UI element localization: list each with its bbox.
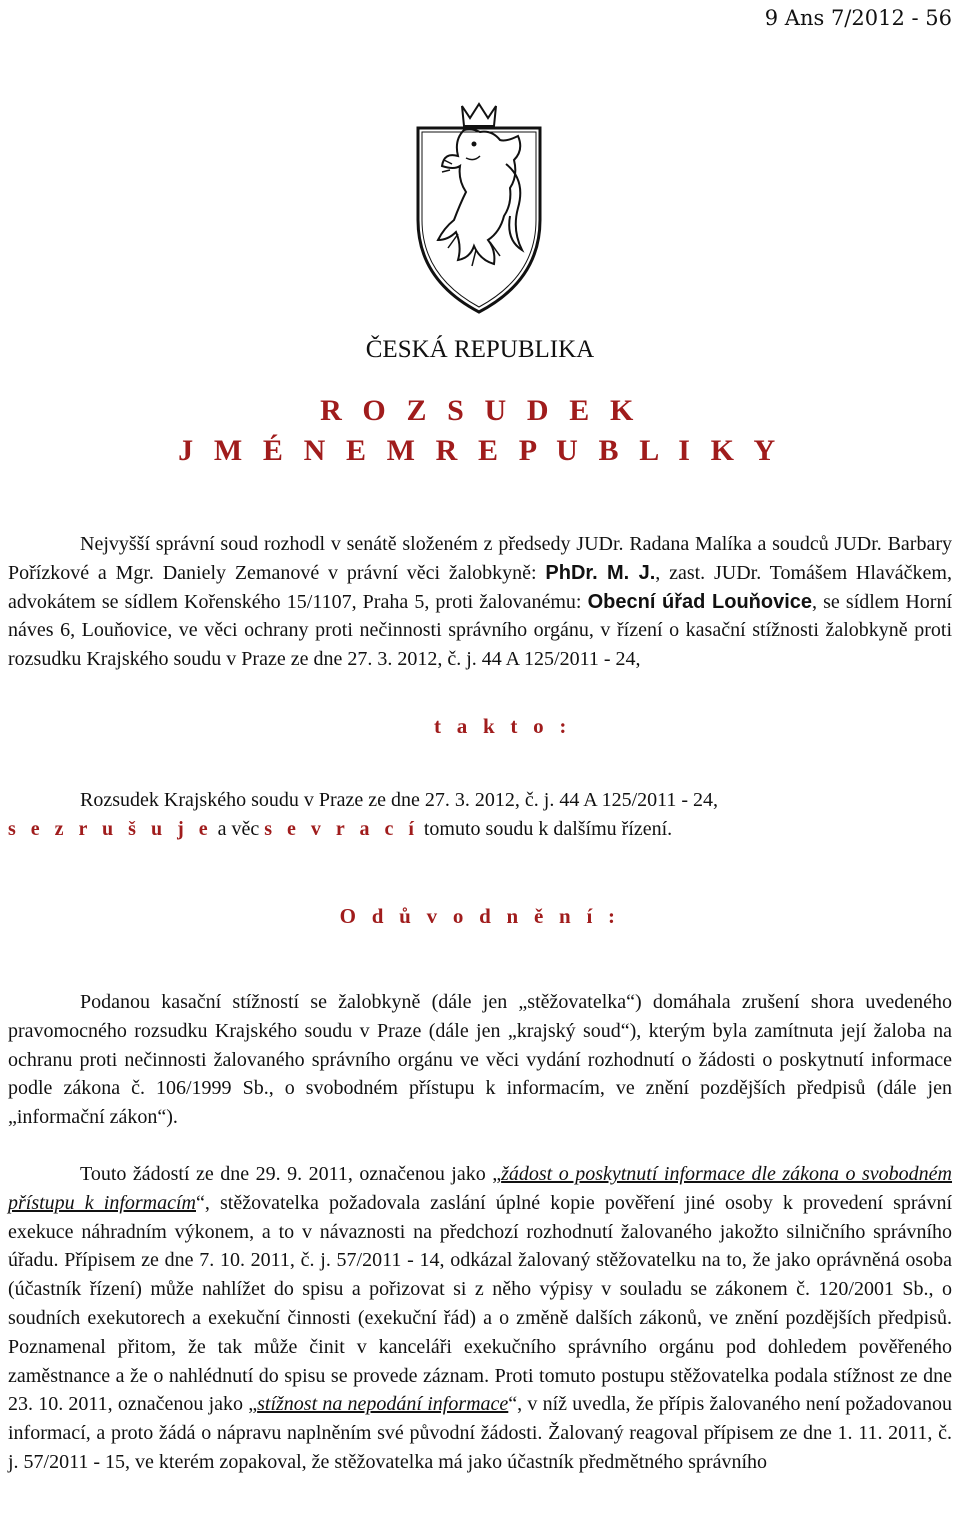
reasoning-text-2b: “, stěžovatelka požadovala zaslání úplné kopie pověření jiné osoby k provedení správní exekuce náhradním výkonem, a to v návaznosti na předchozí rozhodnutí žalovaného jakožto silničního správního úřadu. Přípisem ze dne 7. 10. 2011, č. j. 57/2011 - 14, odkázal žalovaný stěžovatelku na to, že jako oprávněná osoba (účastník řízení) může nahlížet do spisu a pořizovat si z něho výpisy v souladu se zákonem č. 120/2001 Sb., o soudních exekutorech a exekuční činnosti (exekuční řád) a o změně dalších zákonů, ve znění pozdějších předpisů. Poznamenal přitom, že tak může činit v kanceláři exekučního správního orgánu pod dohledem pověřeného zaměstnance a že o nahlédnutí do spisu se provede záznam. Proti tomuto postupu stěžovatelka podala stížnost ze dne 23. 10. 2011, označenou jako „ bbox=[8, 1191, 952, 1416]
intro-text-2: , zast. JUDr. Tomášem Hlaváčkem, advokátem se sídlem Kořenského 15/1107, Praha 5, proti žalovanému: bbox=[8, 561, 952, 613]
intro-text-3: , se sídlem Horní náves 6, Louňovice, ve věci ochrany proti nečinnosti správního orgánu, v řízení o kasační stížnosti žalobkyně proti rozsudku Krajského soudu v Praze ze dne 27. 3. 2012, č. j. 44 A 125/2011 - 24, bbox=[8, 590, 952, 671]
case-number: 9 Ans 7/2012 - 56 bbox=[764, 6, 952, 30]
reasoning-text-1: Podanou kasační stížností se žalobkyně (dále jen „stěžovatelka“) domáhala zrušení shora uvedeného pravomocného rozsudku Krajského soudu v Praze (dále jen „krajský soud“), kterým byla zamítnuta její žaloba na ochranu proti nečinnosti žalovaného správního orgánu ve věci vydání rozhodnutí o žádosti o poskytnutí informace podle zákona č. 106/1999 Sb., o svobodném přístupu k informacím, ve znění pozdějších předpisů (dále jen „informační zákon“). bbox=[8, 991, 952, 1129]
plaintiff-name: PhDr. M. J. bbox=[545, 561, 656, 584]
defendant-name: Obecní úřad Louňovice bbox=[587, 590, 813, 613]
verdict-text-2: a věc bbox=[212, 817, 265, 840]
request-title: žádost o poskytnutí informace dle zákona o svobodném přístupu k informacím bbox=[8, 1163, 953, 1214]
document-title: R O Z S U D E K bbox=[320, 394, 640, 427]
reasoning-heading: O d ů v o d n ě n í : bbox=[339, 904, 621, 928]
intro-text-1: Nejvyšší správní soud rozhodl v senátě složeném z předsedy JUDr. Radana Malíka a soudců JUDr. Barbary Pořízkové a Mgr. Daniely Zemanové v právní věci žalobkyně: bbox=[8, 533, 952, 584]
country-name: ČESKÁ REPUBLIKA bbox=[365, 336, 595, 363]
reasoning-text-2a: Touto žádostí ze dne 29. 9. 2011, označenou jako „ bbox=[80, 1163, 502, 1185]
reasoning-paragraph-1 bbox=[8, 988, 952, 1132]
verdict-zrusuje: s e z r u š u j e bbox=[8, 817, 213, 840]
reasoning-text-2c: “, v níž uvedla, že přípis žalovaného není požadovanou informací, a proto žádá o nápravu naplněním své původní žádosti. Žalovaný reagoval přípisem ze dne 1. 11. 2011, č. j. 57/2011 - 15, ve kterém zopakoval, že stěžovatelka má jako účastník předmětného správního bbox=[8, 1393, 953, 1473]
intro-paragraph bbox=[8, 530, 952, 674]
document-subtitle: J M É N E M R E P U B L I K Y bbox=[178, 434, 782, 467]
verdict-vraci: s e v r a c í bbox=[264, 817, 419, 840]
verdict-text-3: tomuto soudu k dalšímu řízení. bbox=[418, 817, 673, 840]
verdict-text-1: Rozsudek Krajského soudu v Praze ze dne 27. 3. 2012, č. j. 44 A 125/2011 - 24, bbox=[80, 789, 719, 811]
takto-heading: t a k t o : bbox=[434, 714, 572, 738]
verdict-paragraph bbox=[8, 786, 952, 844]
coat-of-arms-emblem bbox=[414, 100, 544, 318]
complaint-title: stížnost na nepodání informace bbox=[257, 1393, 509, 1416]
reasoning-paragraph-2 bbox=[8, 1160, 952, 1477]
